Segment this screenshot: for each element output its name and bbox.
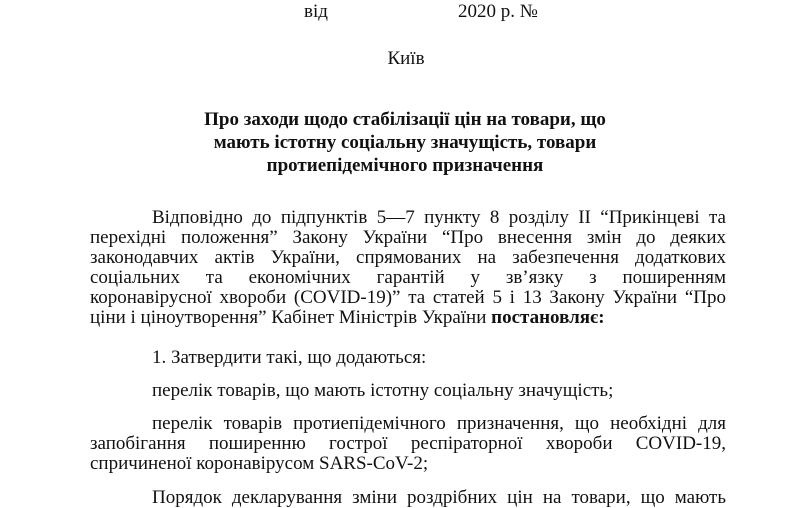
document-title (150, 108, 660, 177)
preamble-line-final (90, 308, 726, 328)
city-label: Київ (387, 48, 425, 69)
list-item-line: запобігання поширенню гострої респіраторної хвороби COVID-19, (90, 433, 726, 454)
list-item-price-declaration (90, 488, 726, 508)
from-label: від (304, 1, 328, 22)
preamble-line: законодавчих актів України, спрямованих на забезпечення додаткових (90, 247, 726, 268)
title-line: мають істотну соціальну значущість, товари (213, 132, 597, 153)
preamble-paragraph (90, 208, 726, 328)
list-item-line: Порядок декларування зміни роздрібних цін на товари, що мають (152, 487, 726, 508)
preamble-line: Відповідно до підпунктів 5—7 пункту 8 розділу ІІ “Прикінцеві та (152, 207, 726, 228)
resolves-keyword: постановляє: (491, 307, 605, 328)
preamble-line: соціальних та економічних гарантій у зв’язку з поширенням (90, 267, 726, 288)
preamble-line: коронавірусної хвороби (COVID-19)” та статей 5 і 13 Закону України “Про (90, 287, 726, 308)
year-number-label: 2020 р. № (458, 1, 538, 22)
list-item-antiepidemic-goods (90, 414, 726, 474)
date-line (0, 0, 812, 26)
preamble-line: ціни і ціноутворення” Кабінет Міністрів України (90, 307, 492, 328)
title-line: Про заходи щодо стабілізації цін на товари, що (204, 109, 606, 130)
item-1-text: 1. Затвердити такі, що додаються: (152, 347, 427, 368)
preamble-line: перехідні положення” Закону України “Про внесення змін до деяких (90, 227, 726, 248)
list-item-line: перелік товарів протиепідемічного призначення, що необхідні для (152, 413, 726, 434)
list-item-social-goods: перелік товарів, що мають істотну соціальну значущість; (152, 380, 614, 401)
list-item-line: спричиненої коронавірусом SARS-CoV-2; (90, 453, 429, 474)
title-line: протиепідемічного призначення (266, 155, 544, 176)
